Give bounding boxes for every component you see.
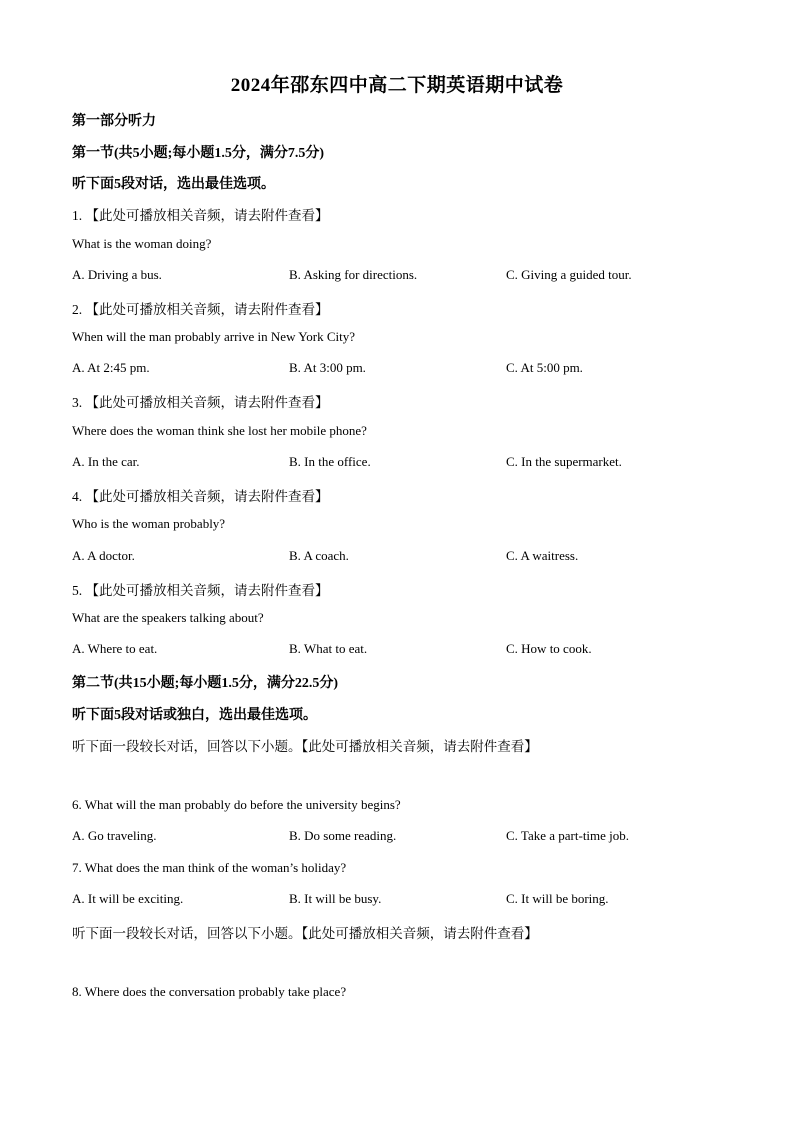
option-q2-c: C. At 5:00 pm. xyxy=(506,360,583,375)
option-q6-a: A. Go traveling. xyxy=(72,828,157,843)
option-q5-c: C. How to cook. xyxy=(506,641,592,656)
audio-placeholder-q2[interactable]: 2. 【此处可播放相关音频，请去附件查看】 xyxy=(72,302,329,317)
option-q4-b: B. A coach. xyxy=(289,548,349,563)
audio-placeholder-q4[interactable]: 4. 【此处可播放相关音频，请去附件查看】 xyxy=(72,489,329,504)
option-q3-a: A. In the car. xyxy=(72,454,140,469)
question-text-q2: When will the man probably arrive in New York City? xyxy=(72,329,356,344)
audio-placeholder-q1[interactable]: 1. 【此处可播放相关音频，请去附件查看】 xyxy=(72,208,329,223)
question-text-q1: What is the woman doing? xyxy=(72,236,212,251)
option-q2-a: A. At 2:45 pm. xyxy=(72,360,150,375)
audio-placeholder-q3[interactable]: 3. 【此处可播放相关音频，请去附件查看】 xyxy=(72,395,329,410)
passage1-intro[interactable]: 听下面一段较长对话，回答以下小题。【此处可播放相关音频，请去附件查看】 xyxy=(72,739,538,754)
question-text-q3: Where does the woman think she lost her mobile phone? xyxy=(72,423,367,438)
option-q5-b: B. What to eat. xyxy=(289,641,368,656)
section1-instruction: 听下面5段对话，选出最佳选项。 xyxy=(72,177,275,192)
audio-placeholder-q5[interactable]: 5. 【此处可播放相关音频，请去附件查看】 xyxy=(72,583,329,598)
option-q6-b: B. Do some reading. xyxy=(289,828,397,843)
option-q1-a: A. Driving a bus. xyxy=(72,267,162,282)
section2-instruction: 听下面5段对话或独白，选出最佳选项。 xyxy=(72,708,317,723)
option-q7-a: A. It will be exciting. xyxy=(72,891,184,906)
question-text-q6: 6. What will the man probably do before the university begins? xyxy=(72,797,401,812)
question-text-q4: Who is the woman probably? xyxy=(72,516,226,531)
question-text-q7: 7. What does the man think of the woman’s holiday? xyxy=(72,860,347,875)
option-q1-c: C. Giving a guided tour. xyxy=(506,267,632,282)
option-q4-c: C. A waitress. xyxy=(506,548,579,563)
option-q7-b: B. It will be busy. xyxy=(289,891,382,906)
option-q3-b: B. In the office. xyxy=(289,454,371,469)
question-text-q5: What are the speakers talking about? xyxy=(72,610,264,625)
option-q3-c: C. In the supermarket. xyxy=(506,454,622,469)
part-heading: 第一部分听力 xyxy=(72,114,156,129)
option-q1-b: B. Asking for directions. xyxy=(289,267,418,282)
option-q4-a: A. A doctor. xyxy=(72,548,135,563)
section1-heading: 第一节(共5小题;每小题1.5分，满分7.5分) xyxy=(72,146,324,161)
option-q6-c: C. Take a part-time job. xyxy=(506,828,630,843)
passage2-intro[interactable]: 听下面一段较长对话，回答以下小题。【此处可播放相关音频，请去附件查看】 xyxy=(72,926,538,941)
question-text-q8: 8. Where does the conversation probably take place? xyxy=(72,984,347,999)
option-q7-c: C. It will be boring. xyxy=(506,891,609,906)
option-q5-a: A. Where to eat. xyxy=(72,641,158,656)
section2-heading: 第二节(共15小题;每小题1.5分，满分22.5分) xyxy=(72,676,338,691)
exam-title: 2024年邵东四中高二下期英语期中试卷 xyxy=(230,75,564,96)
option-q2-b: B. At 3:00 pm. xyxy=(289,360,366,375)
